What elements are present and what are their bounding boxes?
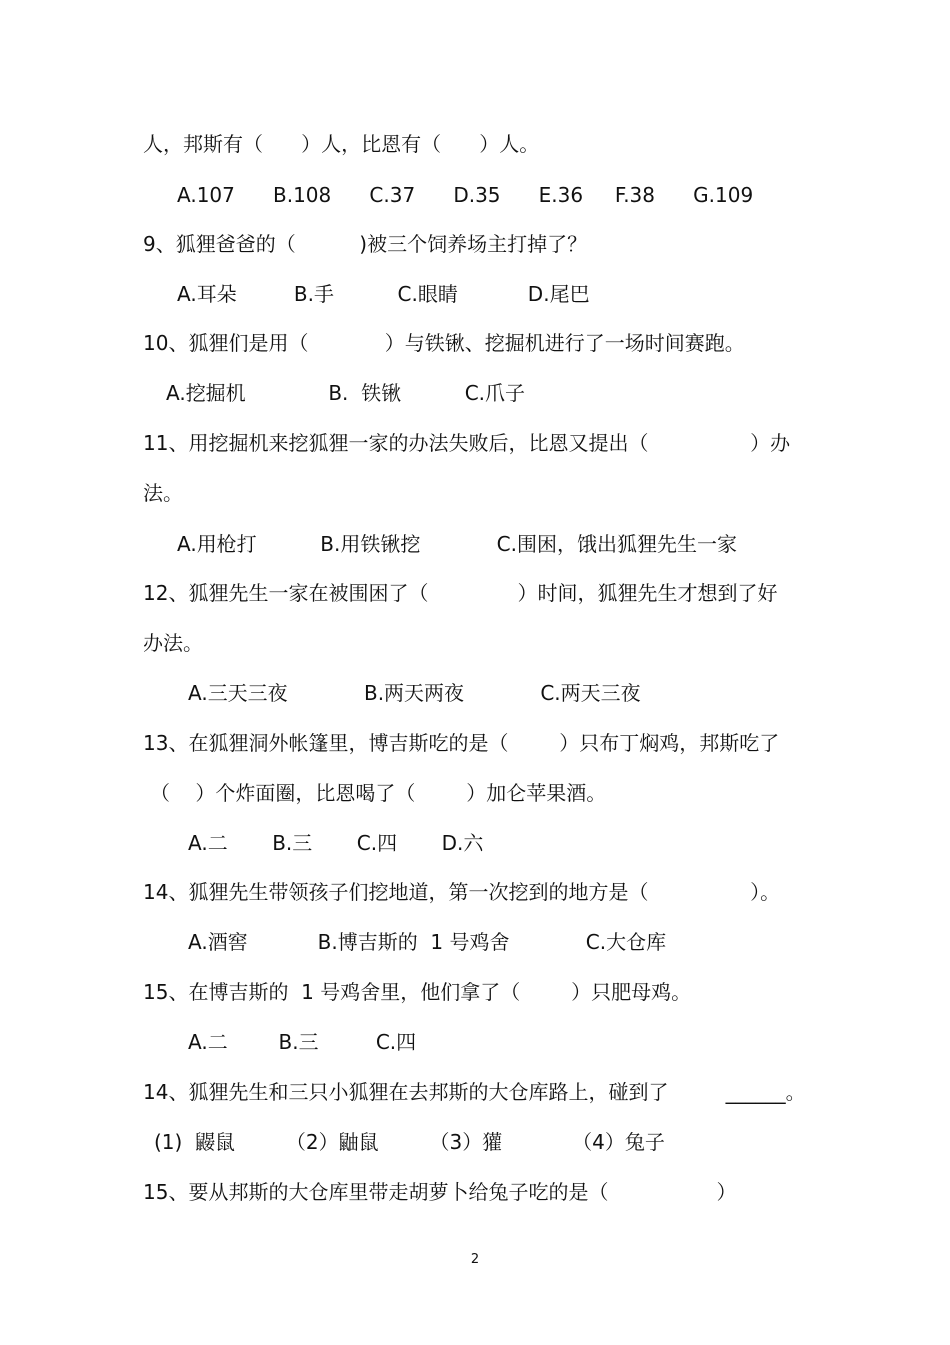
question-9-options: A.耳朵 B.手 C.眼睛 D.尾巴 — [177, 282, 590, 306]
question-11-options: A.用枪打 B.用铁锹挖 C.围困，饿出狐狸先生一家 — [177, 532, 737, 556]
question-11: 11、用挖掘机来挖狐狸一家的办法失败后，比恩又提出（ ）办 — [143, 431, 791, 455]
question-13-options: A.二 B.三 C.四 D.六 — [188, 831, 484, 855]
question-12-options: A.三天三夜 B.两天两夜 C.两天三夜 — [188, 681, 641, 705]
question-15b: 15、要从邦斯的大仓库里带走胡萝卜给兔子吃的是（ ） — [143, 1180, 737, 1204]
question-14-options: A.酒窖 B.博吉斯的 1 号鸡舍 C.大仓库 — [188, 930, 667, 954]
question-11-continuation: 法。 — [143, 481, 183, 505]
page-number: 2 — [470, 1252, 480, 1267]
question-12-continuation: 办法。 — [143, 631, 203, 655]
question-10: 10、狐狸们是用（ ）与铁锹、挖掘机进行了一场时间赛跑。 — [143, 331, 745, 355]
question-8-options: A.107 B.108 C.37 D.35 E.36 F.38 G.109 — [177, 183, 754, 207]
question-15-options: A.二 B.三 C.四 — [188, 1030, 417, 1054]
question-14b-options: (1) 鼹鼠 （2）鼬鼠 （3）獾 （4）兔子 — [154, 1130, 665, 1154]
question-14b: 14、狐狸先生和三只小狐狸在去邦斯的大仓库路上，碰到了 ______。 — [143, 1080, 806, 1104]
question-9: 9、狐狸爸爸的（ )被三个饲养场主打掉了？ — [143, 232, 588, 256]
question-15: 15、在博吉斯的 1 号鸡舍里，他们拿了（ ）只肥母鸡。 — [143, 980, 692, 1004]
question-12: 12、狐狸先生一家在被围困了（ ）时间，狐狸先生才想到了好 — [143, 581, 778, 605]
question-8-continuation: 人，邦斯有（ ）人，比恩有（ ）人。 — [143, 132, 540, 156]
question-13-continuation: （ ）个炸面圈，比恩喝了（ ）加仑苹果酒。 — [150, 781, 607, 805]
question-14: 14、狐狸先生带领孩子们挖地道，第一次挖到的地方是（ ）。 — [143, 880, 781, 904]
question-13: 13、在狐狸洞外帐篷里，博吉斯吃的是（ ）只布丁焖鸡，邦斯吃了 — [143, 731, 780, 755]
question-10-options: A.挖掘机 B. 铁锹 C.爪子 — [166, 381, 526, 405]
